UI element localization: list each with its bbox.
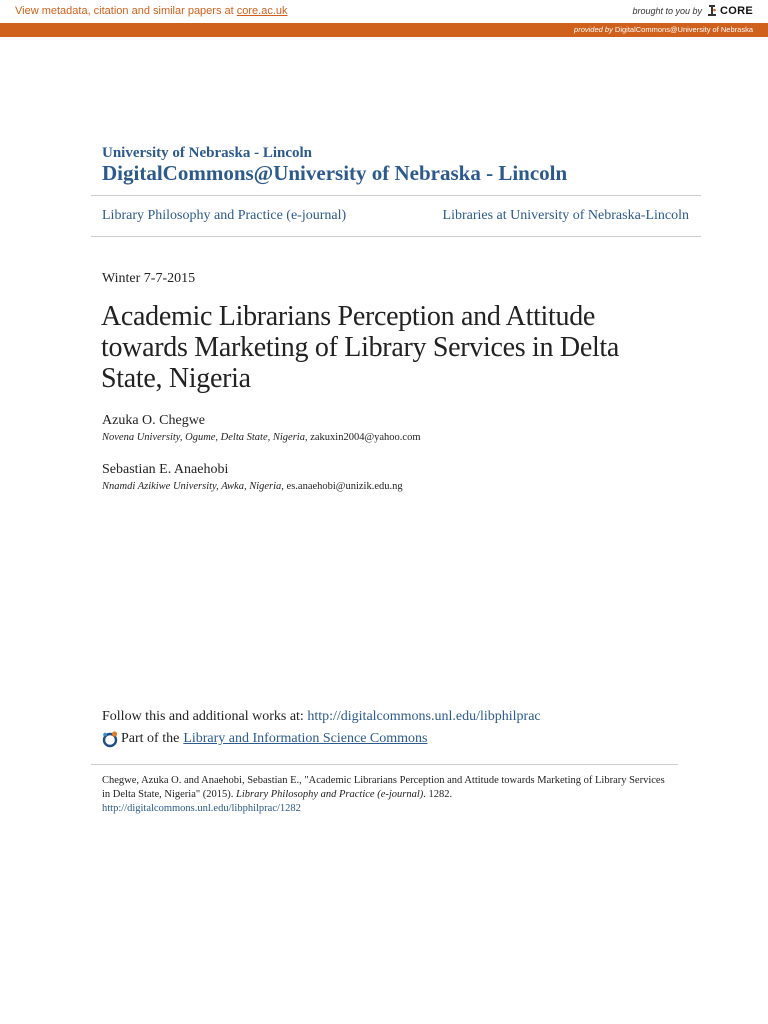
author-name: Sebastian E. Anaehobi <box>102 462 229 477</box>
author-email: zakuxin2004@yahoo.com <box>310 432 421 443</box>
provided-prefix: provided by <box>574 25 613 34</box>
citation-body: Chegwe, Azuka O. and Anaehobi, Sebastian E., "Academic Librarians Perception and Attitude towards Marketing of Library Services in Delta State, Nigeria" (2015). <box>102 775 665 800</box>
citation-url[interactable]: http://digitalcommons.unl.edu/libphilprac/1282 <box>102 803 301 814</box>
citation-number: . 1282. <box>423 789 453 800</box>
affiliation-institution: Nnamdi Azikiwe University, Awka, Nigeria <box>102 481 282 492</box>
core-brought-text: brought to you by <box>632 5 703 16</box>
follow-text: Follow this and additional works at: <box>102 709 304 724</box>
commons-link[interactable]: Library and Information Science Commons <box>183 731 428 746</box>
author-email: es.anaehobi@unizik.edu.ng <box>286 481 403 492</box>
core-logo-icon <box>706 4 718 17</box>
core-metadata-notice <box>15 5 288 17</box>
author-name: Azuka O. Chegwe <box>102 413 206 428</box>
core-metadata-link[interactable]: core.ac.uk <box>236 5 288 17</box>
provided-by-text <box>574 25 753 34</box>
university-link[interactable]: University of Nebraska - Lincoln <box>102 145 312 161</box>
follow-line <box>102 709 541 725</box>
department-link[interactable]: Libraries at University of Nebraska-Lincoln <box>442 208 689 223</box>
provided-source[interactable]: DigitalCommons@University of Nebraska <box>614 25 753 34</box>
header-divider-top <box>91 195 701 196</box>
journal-series-link[interactable]: Library Philosophy and Practice (e-journal) <box>102 208 347 223</box>
publication-date: Winter 7-7-2015 <box>102 271 196 286</box>
header-divider-bottom <box>91 236 701 237</box>
article-title: Academic Librarians Perception and Attitude towards Marketing of Library Services in Delta State, Nigeria <box>101 301 620 394</box>
core-metadata-text: View metadata, citation and similar papers at <box>15 5 234 17</box>
citation-journal: Library Philosophy and Practice (e-journal) <box>236 789 424 800</box>
recommended-citation <box>102 774 672 816</box>
core-banner <box>0 0 768 24</box>
author-affiliation: Novena University, Ogume, Delta State, Nigeria, zakuxin2004@yahoo.com <box>102 432 421 443</box>
provided-by-bar <box>0 23 768 37</box>
author-affiliation: Nnamdi Azikiwe University, Awka, Nigeria, es.anaehobi@unizik.edu.ng <box>102 481 403 492</box>
part-of-text: Part of the <box>121 731 180 746</box>
follow-link[interactable]: http://digitalcommons.unl.edu/libphilprac <box>307 709 541 724</box>
commons-network-icon <box>101 730 119 748</box>
part-of-line <box>101 730 428 748</box>
affiliation-institution: Novena University, Ogume, Delta State, Nigeria <box>102 432 305 443</box>
core-brought-to-you[interactable] <box>632 4 753 17</box>
repository-link[interactable]: DigitalCommons@University of Nebraska - Lincoln <box>102 161 568 185</box>
core-brand: CORE <box>720 4 753 17</box>
citation-divider <box>91 764 678 765</box>
